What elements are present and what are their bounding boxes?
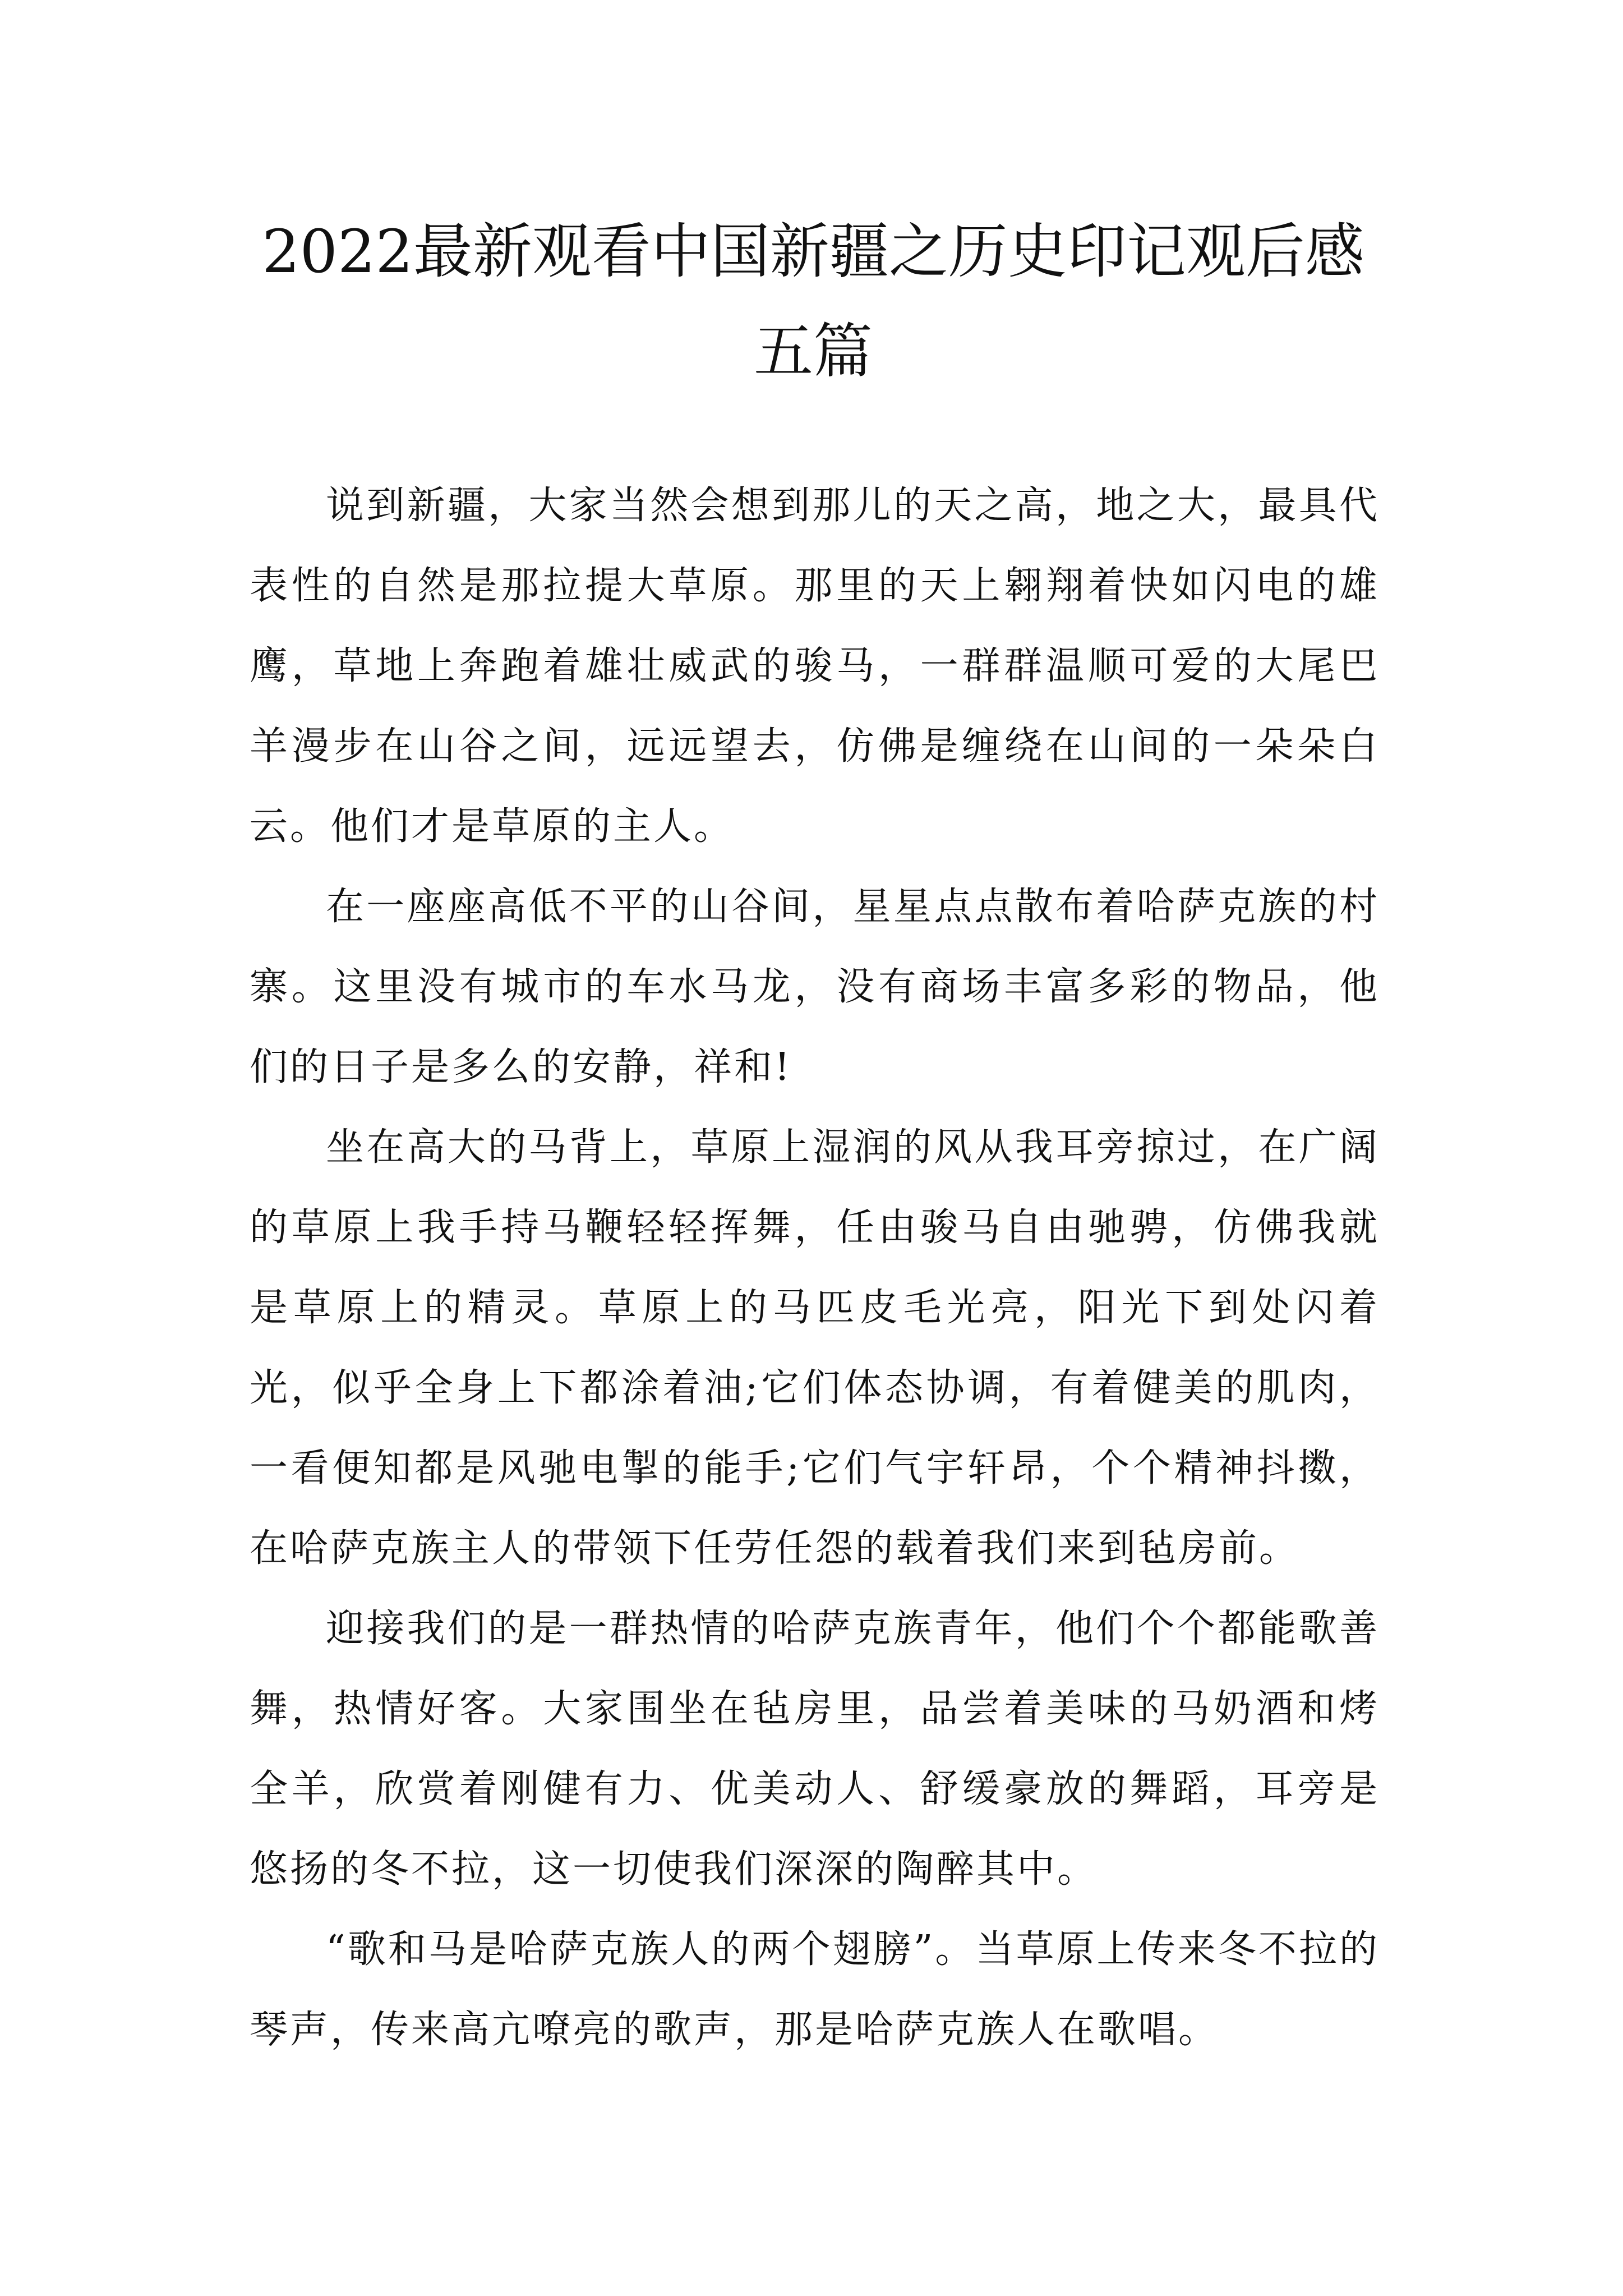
- document-title: 2022最新观看中国新疆之历史印记观后感五篇: [262, 217, 1364, 386]
- paragraph: 坐在高大的马背上，草原上湿润的风从我耳旁掠过，在广阔的草原上我手持马鞭轻轻挥舞，任由骏马自由驰骋，仿佛我就是草原上的精灵。草原上的马匹皮毛光亮，阳光下到处闪着光，似乎全身上下都涂着油;它们体态协调，有着健美的肌肉，一看便知都是风驰电掣的能手;它们气宇轩昂，个个精神抖擞，在哈萨克族主人的带领下任劳任怨的载着我们来到毡房前。: [250, 1125, 1380, 1571]
- paragraph: “歌和马是哈萨克族人的两个翅膀”。当草原上传来冬不拉的琴声，传来高亢嘹亮的歌声，那是哈萨克族人在歌唱。: [250, 1927, 1380, 2052]
- document-body: [250, 466, 1380, 2070]
- paragraph: 迎接我们的是一群热情的哈萨克族青年，他们个个都能歌善舞，热情好客。大家围坐在毡房里，品尝着美味的马奶酒和烤全羊，欣赏着刚健有力、优美动人、舒缓豪放的舞蹈，耳旁是悠扬的冬不拉，这一切使我们深深的陶醉其中。: [250, 1607, 1380, 1892]
- paragraph: 在一座座高低不平的山谷间，星星点点散布着哈萨克族的村寨。这里没有城市的车水马龙，没有商场丰富多彩的物品，他们的日子是多么的安静，祥和!: [250, 885, 1380, 1089]
- paragraph: 说到新疆，大家当然会想到那儿的天之高，地之大，最具代表性的自然是那拉提大草原。那里的天上翱翔着快如闪电的雄鹰，草地上奔跑着雄壮威武的骏马，一群群温顺可爱的大尾巴羊漫步在山谷之间，远远望去，仿佛是缠绕在山间的一朵朵白云。他们才是草原的主人。: [250, 484, 1380, 849]
